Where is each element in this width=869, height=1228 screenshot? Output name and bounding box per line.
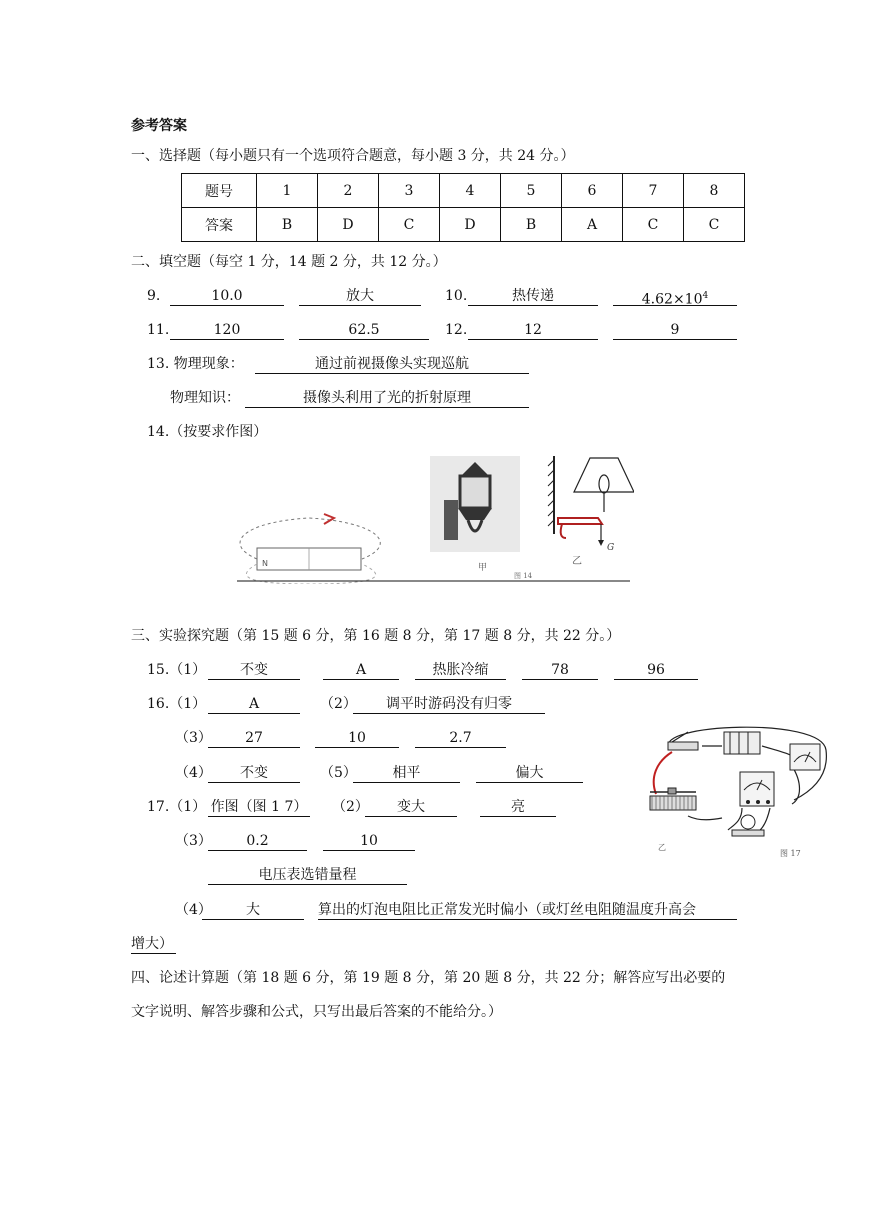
table-header-cell: 答案 <box>182 208 257 242</box>
bulb <box>732 815 764 836</box>
q13-label: 13. 物理现象： <box>147 356 244 372</box>
q9-answer-a: 10.0 <box>170 287 284 306</box>
q15-answer-1: 不变 <box>208 661 300 680</box>
q16-3-answer-2: 10 <box>315 729 399 748</box>
q13-knowledge-label: 物理知识： <box>170 390 240 406</box>
table-cell: C <box>623 208 684 242</box>
table-cell: 5 <box>501 174 562 208</box>
section-4-line-1: 四、论述计算题（第 18 题 6 分，第 19 题 8 分，第 20 题 8 分，共 22 分；解答应写出必要的 <box>131 970 726 986</box>
table-cell: C <box>684 208 745 242</box>
q10-label: 10. <box>445 288 468 304</box>
section-1-title: 一、选择题（每小题只有一个选项符合题意，每小题 3 分，共 24 分。） <box>131 148 575 164</box>
figure-14-caption: 图 14 <box>514 572 533 580</box>
q17-3-note: 电压表选错量程 <box>208 866 407 885</box>
table-header-cell: 题号 <box>182 174 257 208</box>
q16-2-answer: 调平时游码没有归零 <box>353 695 545 714</box>
table-cell: 8 <box>684 174 745 208</box>
q12-label: 12. <box>445 322 468 338</box>
figure-17-yi: 乙 <box>658 843 666 852</box>
q17-2-answer-2: 亮 <box>480 798 556 817</box>
table-row <box>182 174 745 208</box>
q10-answer-b-base: 4.62×10 <box>641 291 703 308</box>
section-2-title: 二、填空题（每空 1 分，14 题 2 分，共 12 分。） <box>131 254 447 270</box>
q15-answer-4: 78 <box>522 661 598 680</box>
q9-label: 9. <box>147 288 161 304</box>
switch <box>668 732 698 750</box>
q16-5-label: （5） <box>320 765 357 781</box>
q10-answer-b-exponent: 4 <box>702 291 709 301</box>
figure-14 <box>232 452 634 584</box>
table-cell: 1 <box>257 174 318 208</box>
q15-label: 15.（1） <box>147 662 207 678</box>
q16-3-answer-3: 2.7 <box>415 729 506 748</box>
table-cell: D <box>440 208 501 242</box>
q11-answer-a: 120 <box>170 321 284 340</box>
table-row <box>182 208 745 242</box>
q15-answer-2: A <box>323 661 399 680</box>
q16-4-answer: 不变 <box>208 764 300 783</box>
q16-4-label: （4） <box>175 765 212 781</box>
table-cell: 3 <box>379 174 440 208</box>
q16-3-answer-1: 27 <box>208 729 300 748</box>
q17-1-answer: 作图（图 1 7） <box>208 798 310 817</box>
street-lamp-image <box>430 456 520 552</box>
magnet-field-drawing <box>240 514 380 584</box>
figure-17-caption: 图 17 <box>780 849 801 858</box>
q10-answer-b <box>613 287 737 306</box>
table-cell: B <box>501 208 562 242</box>
figure-label-jia: 甲 <box>478 563 488 573</box>
voltmeter <box>790 744 820 770</box>
page-heading: 参考答案 <box>131 118 187 134</box>
table-cell: 7 <box>623 174 684 208</box>
force-label: G <box>607 543 615 553</box>
q16-1-answer: A <box>208 695 300 714</box>
section-3-title: 三、实验探究题（第 15 题 6 分，第 16 题 8 分，第 17 题 8 分，共 22 分。） <box>131 628 621 644</box>
q16-label: 16.（1） <box>147 696 207 712</box>
battery-box <box>724 732 760 754</box>
q16-5-answer-2: 偏大 <box>476 764 583 783</box>
table-cell: A <box>562 208 623 242</box>
answer-table <box>181 173 745 242</box>
q12-answer-b: 9 <box>613 321 737 340</box>
table-cell: D <box>318 208 379 242</box>
wall-lamp-diagram <box>548 456 634 546</box>
q16-3-label: （3） <box>175 730 212 746</box>
rheostat <box>650 788 696 810</box>
q17-4-answer-b: 算出的灯泡电阻比正常发光时偏小（或灯丝电阻随温度升高会 <box>318 901 737 920</box>
q17-4-label: （4） <box>175 902 212 918</box>
table-cell: C <box>379 208 440 242</box>
q15-answer-5: 96 <box>614 661 698 680</box>
q13-knowledge: 摄像头利用了光的折射原理 <box>245 389 529 408</box>
section-4-line-2: 文字说明、解答步骤和公式，只写出最后答案的不能给分。） <box>131 1004 502 1020</box>
q14-label: 14.（按要求作图） <box>147 424 268 440</box>
q9-answer-b: 放大 <box>299 287 421 306</box>
q13-phenomenon: 通过前视摄像头实现巡航 <box>255 355 529 374</box>
table-cell: B <box>257 208 318 242</box>
q17-4-answer-continued: 增大） <box>131 935 176 954</box>
q10-answer-a: 热传递 <box>468 287 598 306</box>
q17-2-label: （2） <box>332 799 369 815</box>
figure-17-circuit <box>642 722 828 868</box>
q11-answer-b: 62.5 <box>299 321 429 340</box>
figure-label-yi: 乙 <box>572 556 582 567</box>
q17-4-answer-a: 大 <box>202 901 304 920</box>
q16-2-label: （2） <box>320 696 357 712</box>
q17-2-answer-1: 变大 <box>365 798 457 817</box>
table-cell: 4 <box>440 174 501 208</box>
q16-5-answer-1: 相平 <box>353 764 460 783</box>
table-cell: 2 <box>318 174 379 208</box>
table-cell: 6 <box>562 174 623 208</box>
ammeter <box>740 772 774 806</box>
q17-3-label: （3） <box>175 833 212 849</box>
q17-label: 17.（1） <box>147 799 207 815</box>
q17-3-answer-2: 10 <box>323 832 415 851</box>
q15-answer-3: 热胀冷缩 <box>415 661 506 680</box>
magnet-pole-label: N <box>262 559 268 568</box>
q11-label: 11. <box>147 322 170 338</box>
q17-3-answer-1: 0.2 <box>208 832 307 851</box>
q12-answer-a: 12 <box>468 321 598 340</box>
